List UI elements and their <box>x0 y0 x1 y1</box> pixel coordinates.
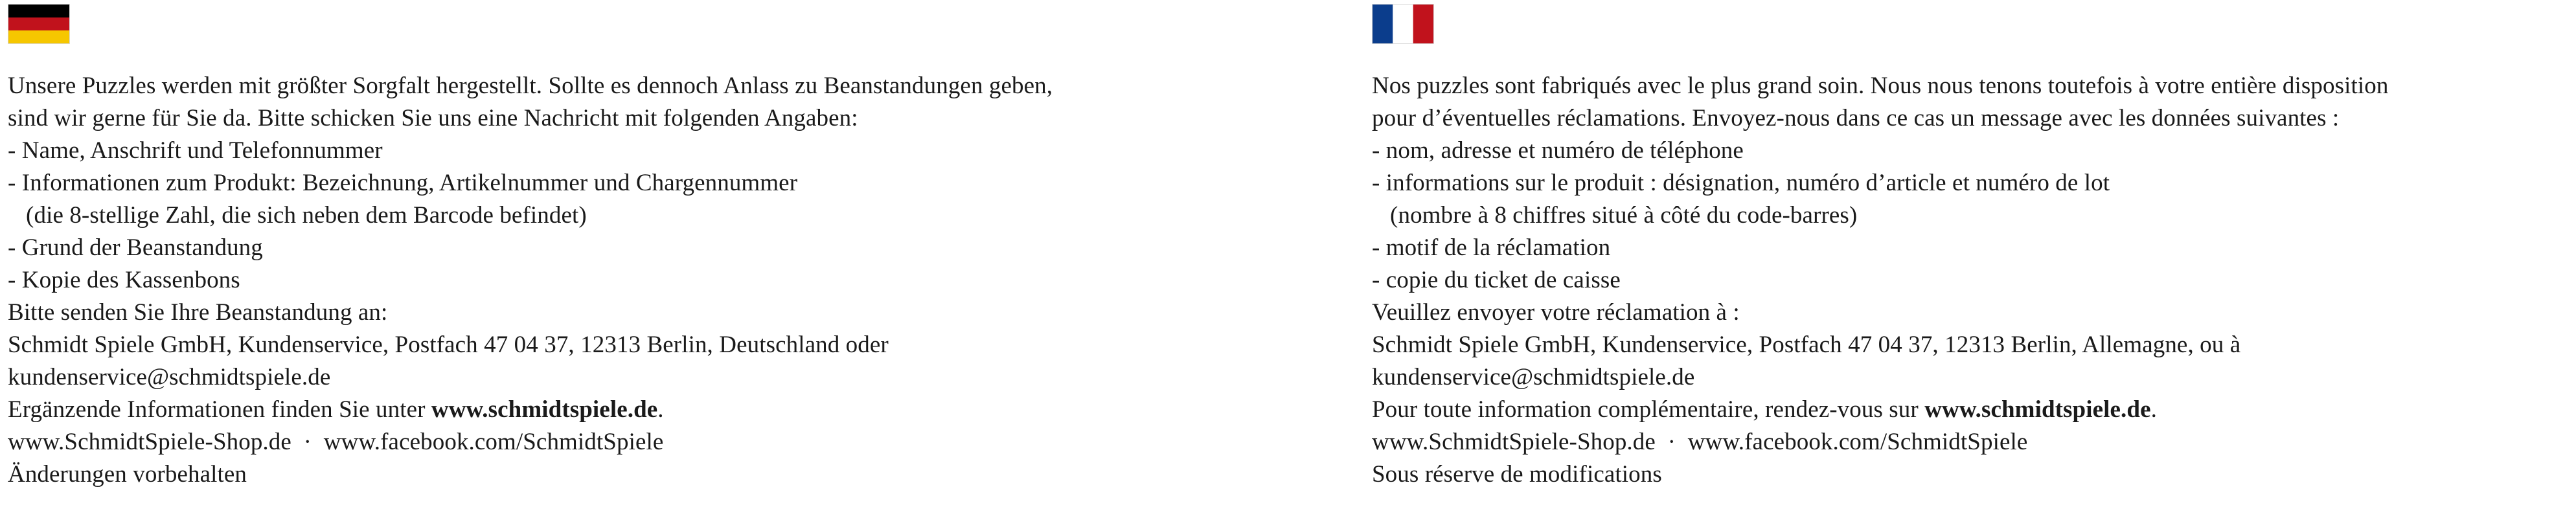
french-column <box>1372 0 2570 491</box>
text-line: pour d’éventuelles réclamations. Envoyez-nous dans ce cas un message avec les données suivantes : <box>1372 105 2340 131</box>
text-line: Änderungen vorbehalten <box>8 461 247 488</box>
text-line: kundenservice@schmidtspiele.de <box>1372 364 1695 390</box>
text-line: kundenservice@schmidtspiele.de <box>8 364 331 390</box>
text-line: (die 8-stellige Zahl, die sich neben dem Barcode befindet) <box>8 202 587 229</box>
text-line: - Informationen zum Produkt: Bezeichnung, Artikelnummer und Chargennummer <box>8 170 798 196</box>
text-line: - copie du ticket de caisse <box>1372 267 1621 293</box>
text-line: - motif de la réclamation <box>1372 234 1611 261</box>
text-line: Nos puzzles sont fabriqués avec le plus grand soin. Nous nous tenons toutefois à votre entière disposition <box>1372 73 2389 99</box>
text-line: Schmidt Spiele GmbH, Kundenservice, Postfach 47 04 37, 12313 Berlin, Deutschland oder <box>8 332 889 358</box>
text-line: - nom, adresse et numéro de téléphone <box>1372 137 1744 164</box>
german-flag-icon <box>8 4 70 44</box>
text-line: www.SchmidtSpiele-Shop.de · www.facebook.com/SchmidtSpiele <box>1372 429 2028 455</box>
french-text-block <box>1372 70 2570 491</box>
text-line: - Kopie des Kassenbons <box>8 267 240 293</box>
text-line: www.SchmidtSpiele-Shop.de · www.facebook.com/SchmidtSpiele <box>8 429 664 455</box>
text-line: (nombre à 8 chiffres situé à côté du code-barres) <box>1372 202 1858 229</box>
german-column <box>8 0 1277 491</box>
text-line: Bitte senden Sie Ihre Beanstandung an: <box>8 299 388 326</box>
text-line: Sous réserve de modifications <box>1372 461 1662 488</box>
text-line: sind wir gerne für Sie da. Bitte schicken Sie uns eine Nachricht mit folgenden Angaben: <box>8 105 858 131</box>
text-line: Veuillez envoyer votre réclamation à : <box>1372 299 1740 326</box>
text-line: - Name, Anschrift und Telefonnummer <box>8 137 383 164</box>
text-line: Schmidt Spiele GmbH, Kundenservice, Postfach 47 04 37, 12313 Berlin, Allemagne, ou à <box>1372 332 2241 358</box>
text-line: Ergänzende Informationen finden Sie unter www.schmidtspiele.de. <box>8 396 664 423</box>
text-line: Pour toute information complémentaire, rendez-vous sur www.schmidtspiele.de. <box>1372 396 2157 423</box>
text-line: - informations sur le produit : désignation, numéro d’article et numéro de lot <box>1372 170 2110 196</box>
text-line: Unsere Puzzles werden mit größter Sorgfalt hergestellt. Sollte es dennoch Anlass zu Beanstandungen geben, <box>8 73 1053 99</box>
german-text-block <box>8 70 1277 491</box>
text-line: - Grund der Beanstandung <box>8 234 263 261</box>
french-flag-icon <box>1372 4 1434 44</box>
